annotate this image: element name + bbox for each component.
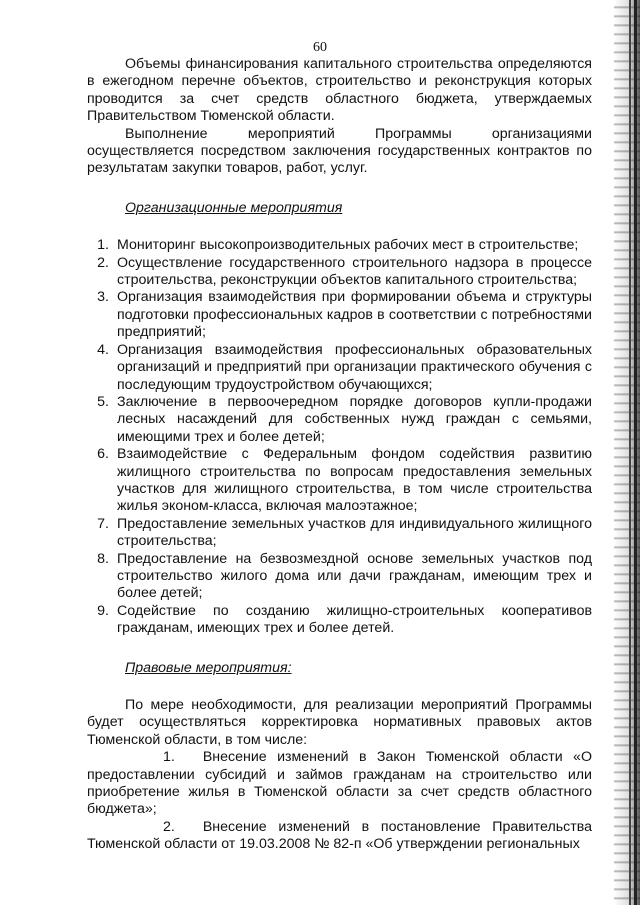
list-item-number: 3. [97, 289, 109, 306]
scan-line-artifact [634, 0, 637, 905]
list-item-number: 6. [97, 446, 109, 463]
list-item-number: 1. [97, 237, 109, 254]
organizational-heading: Организационные мероприятия [125, 199, 343, 216]
list-item [87, 516, 592, 551]
list-item-text: Организация взаимодействия при формировании объема и структуры подготовки профессиональных кадров в соответствии с потребностями предприятий; [117, 289, 592, 341]
list-item [87, 394, 592, 446]
list-item-number: 9. [97, 602, 109, 619]
list-item [87, 237, 592, 254]
list-item-number: 8. [97, 550, 109, 567]
list-item [87, 255, 592, 290]
legal-heading: Правовые мероприятия: [125, 659, 292, 676]
list-item-text: Содействие по созданию жилищно-строительных кооперативов гражданам, имеющих трех и более детей. [117, 602, 592, 637]
page-number: 60 [313, 40, 327, 55]
legal-item [87, 819, 592, 854]
list-item [87, 603, 592, 638]
legal-item [87, 749, 592, 819]
legal-item-text: Внесение изменений в постановление Правительства Тюменской области от 19.03.2008 № 82-п «Об утверждении региональных [87, 818, 592, 853]
organizational-list [87, 237, 592, 637]
list-item-text: Предоставление земельных участков для индивидуального жилищного строительства; [117, 515, 592, 550]
list-item [87, 289, 592, 341]
document-body [87, 56, 592, 854]
list-item-text: Мониторинг высокопроизводительных рабочих мест в строительстве; [117, 237, 579, 254]
list-item-text: Предоставление на безвозмездной основе земельных участков под строительство жилого дома или дачи гражданам, имеющим трех и более детей; [117, 550, 592, 602]
paragraph-contracts: Выполнение мероприятий Программы организациями осуществляется посредством заключения государственных контрактов по результатам закупки товаров, работ, услуг. [87, 125, 592, 177]
list-item-text: Осуществление государственного строительного надзора в процессе строительства, реконструкции объектов капитального строительства; [117, 254, 592, 289]
legal-item-number: 1. [163, 749, 175, 766]
legal-item-number: 2. [163, 818, 175, 835]
legal-item-text: Внесение изменений в Закон Тюменской области «О предоставлении субсидий и займов гражданам на строительство или приобретение жилья в Тюменской области за счет средств областного бюджета»; [87, 749, 592, 818]
list-item-text: Заключение в первоочередном порядке договоров купли-продажи лесных насаждений для собственных нужд граждан с семьями, имеющими трех и более детей; [117, 393, 592, 445]
list-item-number: 7. [97, 515, 109, 532]
list-item-number: 4. [97, 341, 109, 358]
scan-line-artifact [629, 0, 631, 905]
list-item-number: 2. [97, 254, 109, 271]
list-item [87, 446, 592, 516]
list-item [87, 551, 592, 603]
list-item-number: 5. [97, 393, 109, 410]
list-item-text: Организация взаимодействия профессиональных образовательных организаций и предприятий при организации практического обучения с последующим трудоустройством обучающихся; [117, 341, 592, 393]
list-item [87, 342, 592, 394]
legal-intro: По мере необходимости, для реализации мероприятий Программы будет осуществляться корректировка нормативных правовых актов Тюменской области, в том числе: [87, 697, 592, 748]
list-item-text: Взаимодействие с Федеральным фондом содействия развитию жилищного строительства по вопросам предоставления земельных участков для жилищного строительства, в том числе строительства жилья эконом-класса, включая малоэтажное; [117, 446, 592, 515]
paragraph-financing: Объемы финансирования капитального строительства определяются в ежегодном перечне объектов, строительство и реконструкция которых проводится за счет средств областного бюджета, утверждаемых Правительством Тюменской области. [87, 56, 592, 125]
